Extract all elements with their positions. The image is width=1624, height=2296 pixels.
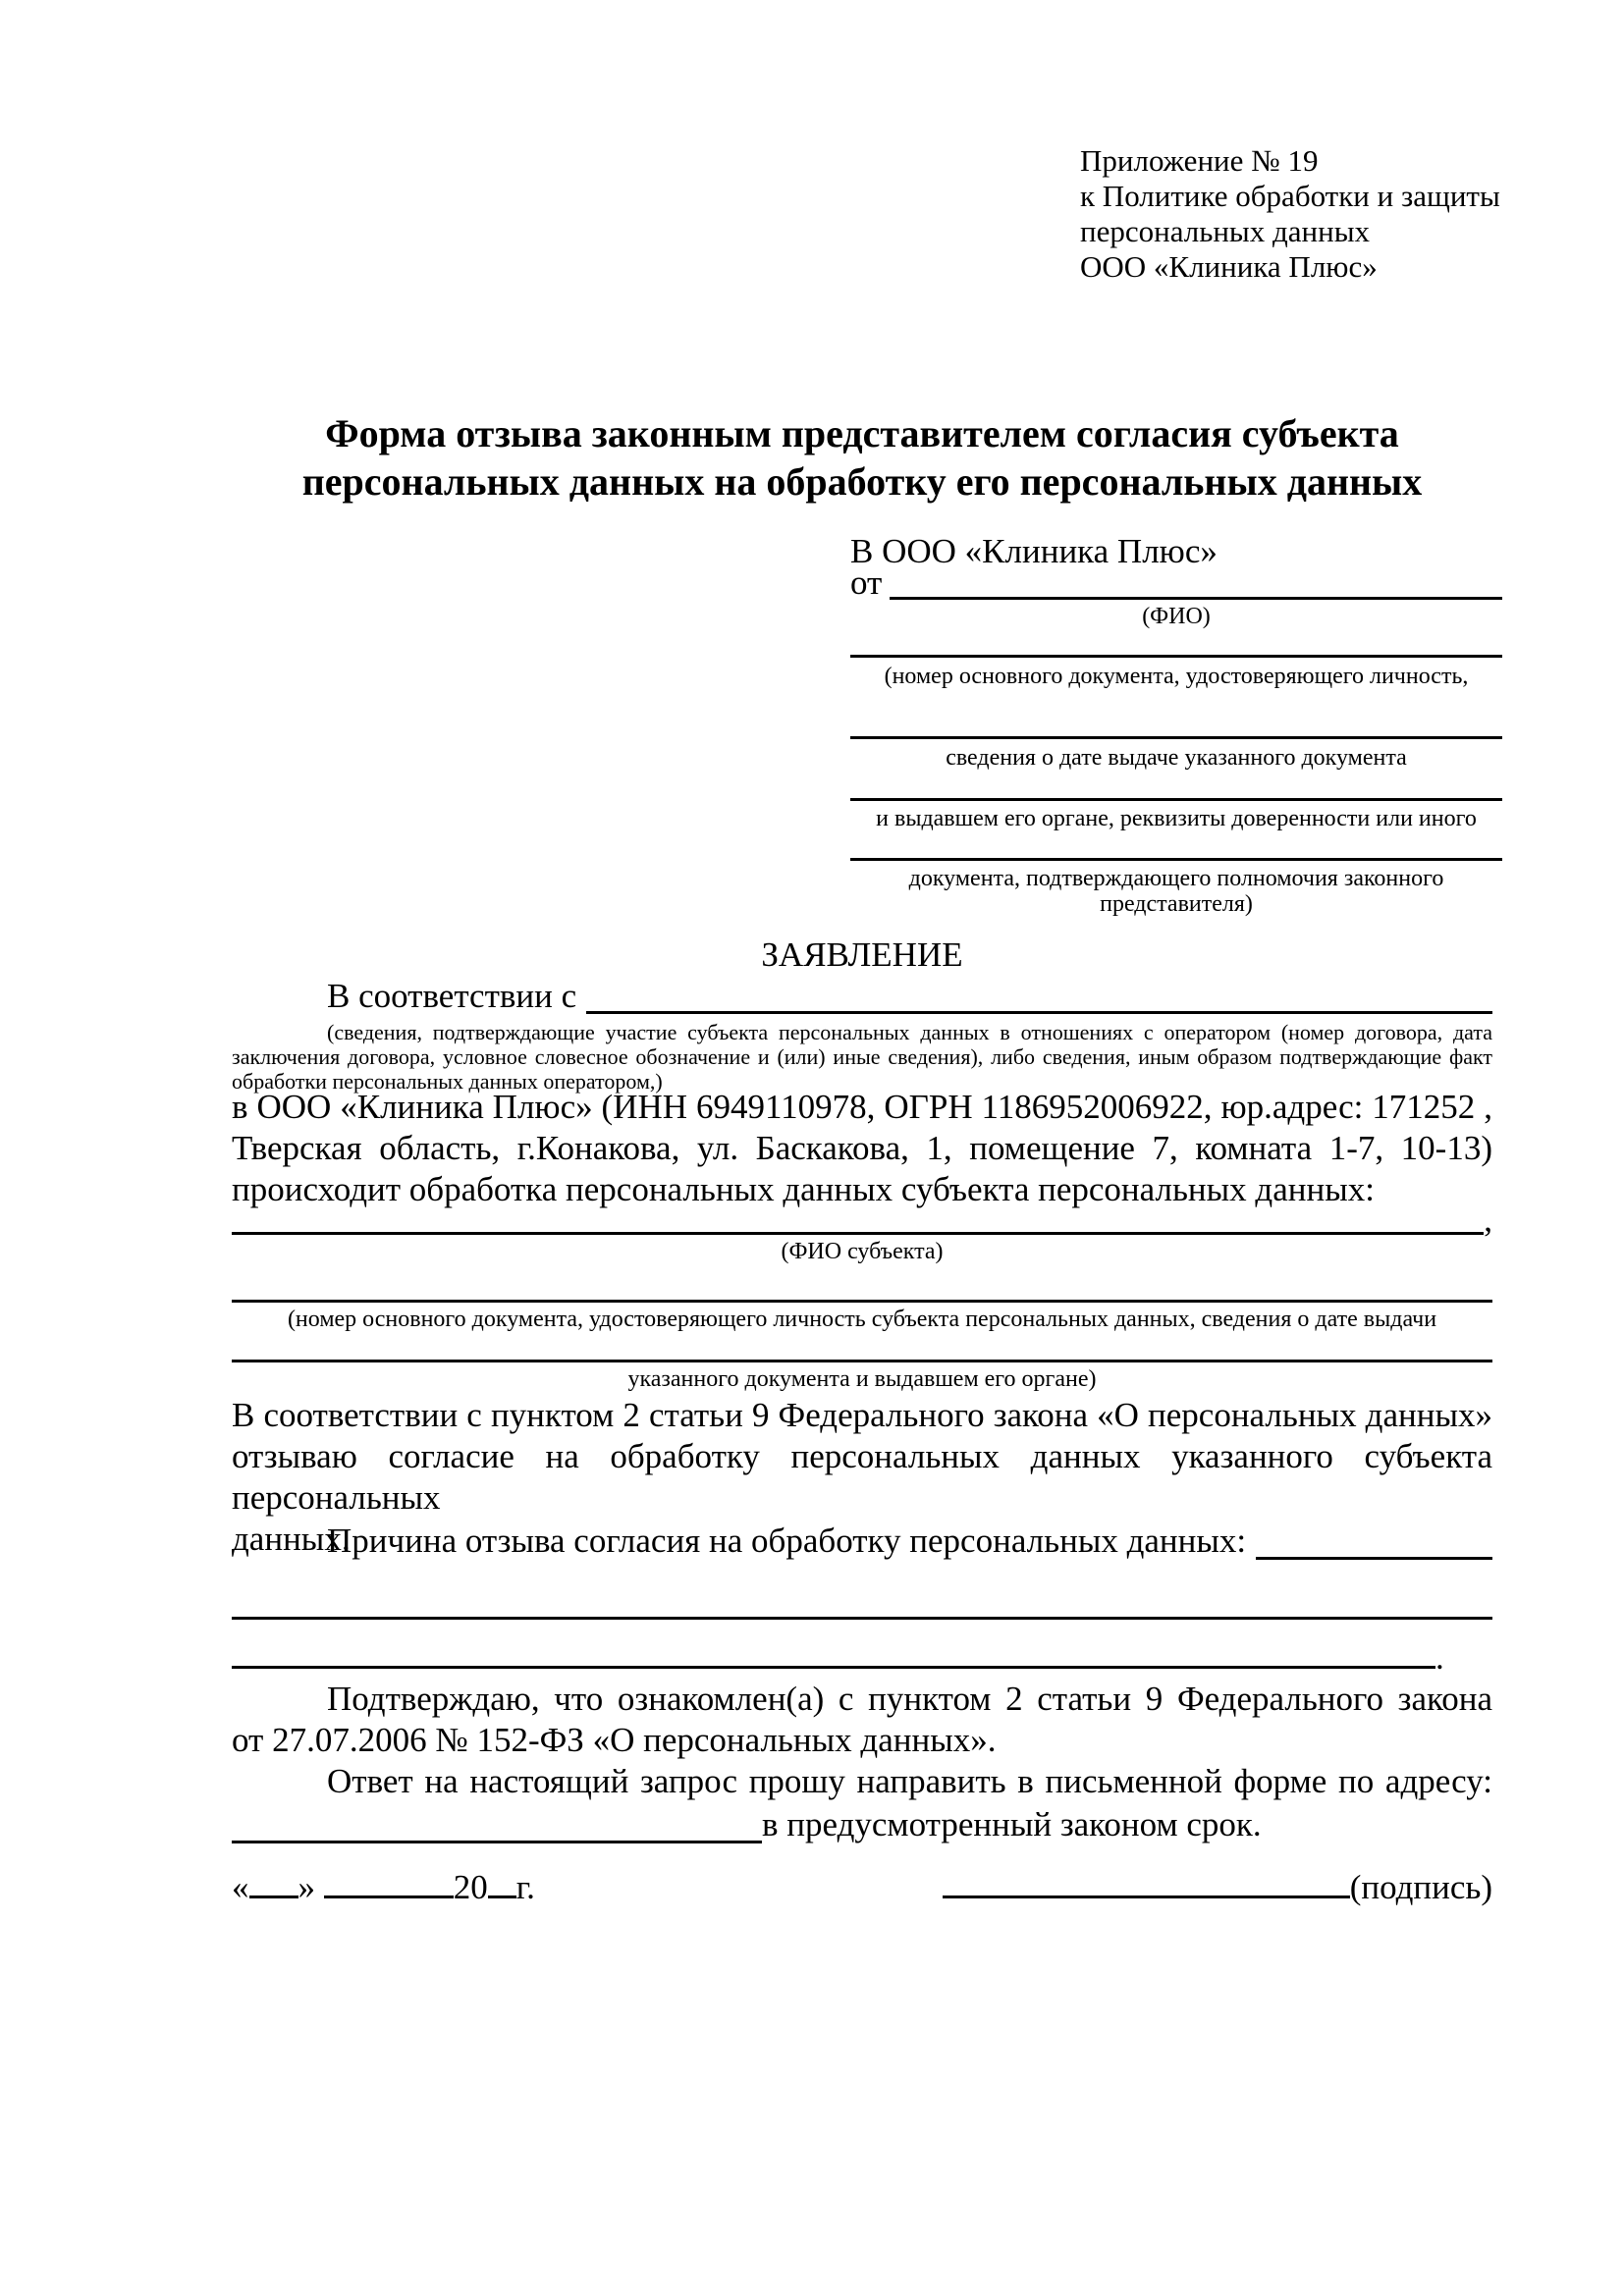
document-title-line-1: Форма отзыва законным представителем согласия субъекта	[325, 411, 1399, 455]
confirmation-line-1: Подтверждаю, что ознакомлен(а) с пунктом 2 статьи 9 Федерального закона	[327, 1680, 1492, 1718]
addressee-block	[850, 533, 1502, 917]
note-line-1: (сведения, подтверждающие участие субъекта персональных данных в отношениях с оператором (номер договора, дата	[327, 1020, 1492, 1044]
signature-row	[232, 1869, 1492, 1906]
subject-fio-caption: (ФИО субъекта)	[781, 1239, 944, 1264]
appendix-line-4: ООО «Клиника Плюс»	[1080, 249, 1378, 284]
subject-fio-row	[232, 1194, 1492, 1239]
signature-blank-line	[943, 1896, 1350, 1898]
subject-document-caption: (номер основного документа, удостоверяющего личность субъекта персональных данных, сведения о дате выдачи	[287, 1307, 1437, 1332]
date-close-quote: »	[298, 1868, 315, 1906]
reason-blank-line-3	[232, 1637, 1492, 1679]
response-paragraph	[232, 1761, 1492, 1843]
response-line-1: Ответ на настоящий запрос прошу направить в письменной форме по адресу:	[327, 1762, 1492, 1800]
year-suffix: г.	[515, 1868, 535, 1906]
reason-blank-line	[1256, 1557, 1492, 1560]
year-prefix: 20	[453, 1868, 488, 1906]
response-line-2	[232, 1802, 1492, 1843]
reason-label: Причина отзыва согласия на обработку персональных данных:	[327, 1522, 1247, 1560]
appendix-line-2: к Политике обработки и защиты	[1080, 179, 1500, 213]
trailing-comma: ,	[1484, 1201, 1492, 1239]
appendix-line-1: Приложение № 19	[1080, 143, 1319, 178]
operator-line-3: происходит обработка персональных данных субъекта персональных данных:	[232, 1170, 1375, 1208]
withdrawal-line-1: В соответствии с пунктом 2 статьи 9 Федерального закона «О персональных данных»	[232, 1396, 1492, 1434]
confirmation-paragraph	[232, 1679, 1492, 1761]
from-label: от	[850, 563, 883, 602]
note-line-3: обработки персональных данных оператором,)	[232, 1069, 663, 1094]
month-blank-line	[324, 1896, 454, 1898]
date-open-quote: «	[232, 1868, 249, 1906]
subject-fio-blank-line	[232, 1232, 1484, 1235]
signature-caption: (подпись)	[1349, 1868, 1492, 1906]
note-paragraph	[232, 1020, 1492, 1094]
response-tail-text: в предусмотренный законом срок.	[762, 1805, 1262, 1843]
document-number-caption: (номер основного документа, удостоверяющего личность,	[884, 664, 1469, 689]
reason-blank-line-3-rule	[232, 1666, 1435, 1669]
fio-caption: (ФИО)	[1142, 604, 1211, 629]
issue-date-blank-line	[850, 736, 1502, 739]
confirmation-line-2: от 27.07.2006 № 152-ФЗ «О персональных данных».	[232, 1721, 997, 1759]
issue-date-caption: сведения о дате выдаче указанного документа	[946, 745, 1407, 771]
appendix-header	[1080, 143, 1500, 285]
date-field	[232, 1869, 535, 1906]
intro-blank-line	[586, 1011, 1492, 1014]
issuing-authority-caption: и выдавшем его органе, реквизиты доверенности или иного	[876, 806, 1477, 831]
note-line-2: заключения договора, условное словесное обозначение и (или) иные сведения), либо сведения, иным образом подтверждающие факт	[232, 1044, 1492, 1069]
withdrawal-line-3: данных.	[232, 1520, 351, 1558]
document-title-line-2: персональных данных на обработку его персональных данных	[301, 459, 1423, 504]
representative-authority-caption: документа, подтверждающего полномочия законного представителя)	[908, 866, 1444, 917]
operator-paragraph	[232, 1087, 1492, 1210]
reason-blank-line-2	[232, 1617, 1492, 1620]
appendix-line-3: персональных данных	[1080, 214, 1371, 248]
withdrawal-line-2: отзываю согласие на обработку персональных данных указанного субъекта персональных	[232, 1437, 1492, 1517]
subject-document-blank-line	[232, 1300, 1492, 1303]
operator-line-2: Тверская область, г.Конакова, ул. Баскакова, 1, помещение 7, комната 1-7, 10-13)	[232, 1129, 1492, 1167]
response-address-blank-line	[232, 1802, 762, 1843]
year-blank-line	[488, 1896, 516, 1898]
document-title	[232, 409, 1492, 506]
subject-authority-caption: указанного документа и выдавшем его органе)	[627, 1366, 1097, 1392]
signature-field	[943, 1869, 1492, 1906]
trailing-period: .	[1435, 1638, 1444, 1677]
intro-label: В соответствии с	[327, 977, 577, 1015]
statement-heading: ЗАЯВЛЕНИЕ	[761, 935, 963, 974]
subject-authority-blank-line	[232, 1360, 1492, 1362]
reason-row	[232, 1519, 1492, 1560]
document-number-blank-line	[850, 655, 1502, 658]
addressee-organization: В ООО «Клиника Плюс»	[850, 532, 1218, 570]
issuing-authority-blank-line	[850, 798, 1502, 801]
from-row	[850, 563, 1502, 602]
representative-authority-blank-line	[850, 858, 1502, 861]
from-blank-line	[890, 597, 1502, 600]
intro-row	[232, 975, 1492, 1014]
operator-line-1: в ООО «Клиника Плюс» (ИНН 6949110978, ОГРН 1186952006922, юр.адрес: 171252 ,	[232, 1088, 1492, 1126]
day-blank-line	[249, 1896, 298, 1898]
